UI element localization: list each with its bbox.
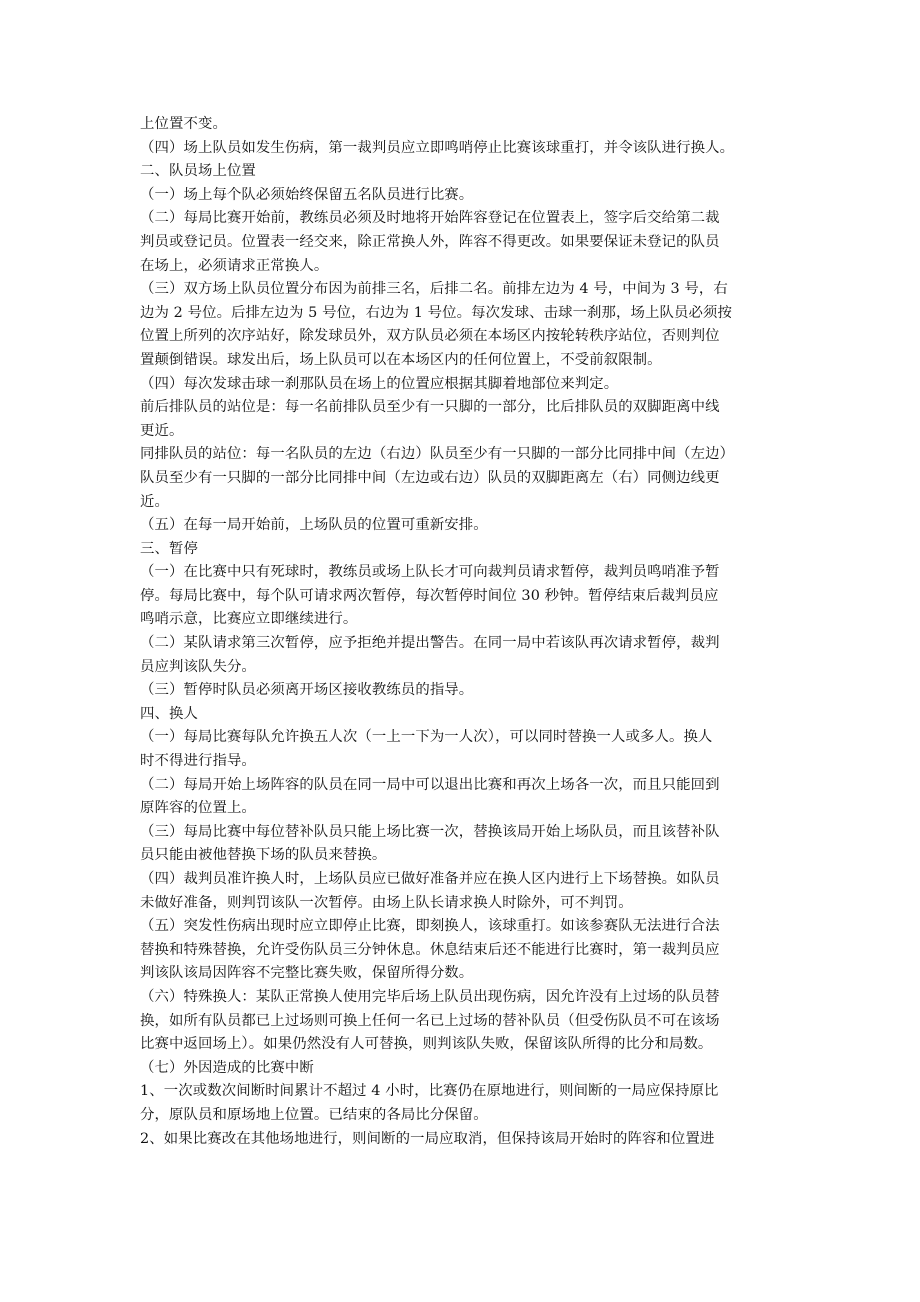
paragraph (140, 915, 790, 986)
text-line: （五）在每一局开始前，上场队员的位置可重新安排。 (140, 517, 488, 534)
paragraph (140, 1057, 790, 1081)
paragraph (140, 160, 790, 184)
text-line: （七）外因造成的比赛中断 (140, 1059, 314, 1076)
paragraph (140, 679, 790, 703)
text-line: 二、队员场上位置 (140, 163, 256, 180)
text-line: 三、暂停 (140, 540, 198, 557)
text-line: 前后排队员的站位是：每一名前排队员至少有一只脚的一部分，比后排队员的双脚距离中线 (140, 399, 720, 416)
text-line: （一）在比赛中只有死球时，教练员或场上队长才可向裁判员请求暂停，裁判员鸣哨准予暂 (140, 564, 720, 581)
paragraph (140, 726, 790, 773)
paragraph (140, 514, 790, 538)
paragraph (140, 774, 790, 821)
paragraph (140, 986, 790, 1057)
text-line: 判该队该局因阵容不完整比赛失败，保留所得分数。 (140, 965, 474, 982)
text-line: 员应判该队失分。 (140, 658, 256, 675)
text-line: （一）每局比赛每队允许换五人次（一上一下为一人次），可以同时替换一人或多人。换人 (140, 729, 713, 746)
text-line: （二）某队请求第三次暂停，应予拒绝并提出警告。在同一局中若该队再次请求暂停，裁判 (140, 635, 720, 652)
paragraph (140, 278, 790, 372)
paragraph (140, 821, 790, 868)
text-line: 近。 (140, 493, 169, 510)
text-line: 分，原队员和原场地上位置。已结束的各局比分保留。 (140, 1106, 488, 1123)
text-line: （一）场上每个队必须始终保留五名队员进行比赛。 (140, 186, 474, 203)
text-line: 1、一次或数次间断时间累计不超过 4 小时，比赛仍在原地进行，则间断的一局应保持原比 (140, 1083, 719, 1100)
text-line: 鸣哨示意，比赛应立即继续进行。 (140, 611, 358, 628)
paragraph (140, 396, 790, 443)
paragraph (140, 373, 790, 397)
text-line: 替换和特殊替换，允许受伤队员三分钟休息。休息结束后还不能进行比赛时，第一裁判员应 (140, 941, 720, 958)
text-line: 员只能由被他替换下场的队员来替换。 (140, 847, 387, 864)
text-line: 2、如果比赛改在其他场地进行，则间断的一局应取消，但保持该局开始时的阵容和位置进 (140, 1130, 715, 1147)
text-line: （二）每局开始上场阵容的队员在同一局中可以退出比赛和再次上场各一次，而且只能回到 (140, 776, 720, 793)
paragraph (140, 868, 790, 915)
text-line: 在场上，必须请求正常换人。 (140, 257, 329, 274)
text-line: （六）特殊换人：某队正常换人使用完毕后场上队员出现伤病，因允许没有上过场的队员替 (140, 988, 720, 1005)
document-body (140, 113, 790, 1151)
text-line: （四）场上队员如发生伤病，第一裁判员应立即鸣哨停止比赛该球重打，并令该队进行换人。 (140, 139, 735, 156)
text-line: 上位置不变。 (140, 116, 227, 132)
paragraph (140, 632, 790, 679)
paragraph (140, 137, 790, 161)
text-line: 更近。 (140, 422, 184, 439)
text-line: 四、换人 (140, 705, 198, 722)
text-line: 边为 2 号位。后排左边为 5 号位，右边为 1 号位。每次发球、击球一刹那，场上队员必须按 (140, 304, 732, 321)
text-line: 队员至少有一只脚的一部分比同排中间（左边或右边）队员的双脚距离左（右）同侧边线更 (140, 469, 720, 486)
text-line: （三）双方场上队员位置分布因为前排三名，后排二名。前排左边为 4 号，中间为 3 号，右 (140, 281, 728, 298)
text-line: 比赛中返回场上）。如果仍然没有人可替换，则判该队失败，保留该队所得的比分和局数。 (140, 1036, 713, 1053)
paragraph (140, 207, 790, 278)
text-line: 未做好准备，则判罚该队一次暂停。由场上队长请求换人时除外，可不判罚。 (140, 894, 633, 911)
text-line: 时不得进行指导。 (140, 753, 256, 770)
paragraph (140, 1080, 790, 1127)
paragraph (140, 561, 790, 632)
paragraph (140, 1128, 790, 1152)
text-line: （三）暂停时队员必须离开场区接收教练员的指导。 (140, 682, 474, 699)
text-line: （二）每局比赛开始前，教练员必须及时地将开始阵容登记在位置表上，签字后交给第二裁 (140, 210, 720, 227)
paragraph (140, 538, 790, 562)
text-line: （三）每局比赛中每位替补队员只能上场比赛一次，替换该局开始上场队员，而且该替补队 (140, 823, 720, 840)
text-line: （四）裁判员准许换人时，上场队员应已做好准备并应在换人区内进行上下场替换。如队员 (140, 871, 720, 887)
text-line: （四）每次发球击球一刹那队员在场上的位置应根据其脚着地部位来判定。 (140, 375, 619, 392)
text-line: 置颠倒错误。球发出后，场上队员可以在本场区内的任何位置上，不受前叙限制。 (140, 351, 662, 368)
text-line: 判员或登记员。位置表一经交来，除正常换人外，阵容不得更改。如果要保证未登记的队员 (140, 233, 720, 250)
text-line: 原阵容的位置上。 (140, 800, 256, 817)
text-line: （五）突发性伤病出现时应立即停止比赛，即刻换人，该球重打。如该参赛队无法进行合法 (140, 918, 720, 935)
text-line: 位置上所列的次序站好，除发球员外，双方队员必须在本场区内按轮转秩序站位，否则判位 (140, 328, 720, 345)
text-line: 同排队员的站位：每一名队员的左边（右边）队员至少有一只脚的一部分比同排中间（左边） (140, 446, 735, 463)
text-line: 停。每局比赛中，每个队可请求两次暂停，每次暂停时间位 30 秒钟。暂停结束后裁判员应 (140, 587, 719, 604)
paragraph (140, 443, 790, 514)
paragraph (140, 113, 790, 137)
text-line: 换，如所有队员都已上过场则可换上任何一名已上过场的替补队员（但受伤队员不可在该场 (140, 1012, 720, 1029)
paragraph (140, 184, 790, 208)
paragraph (140, 703, 790, 727)
